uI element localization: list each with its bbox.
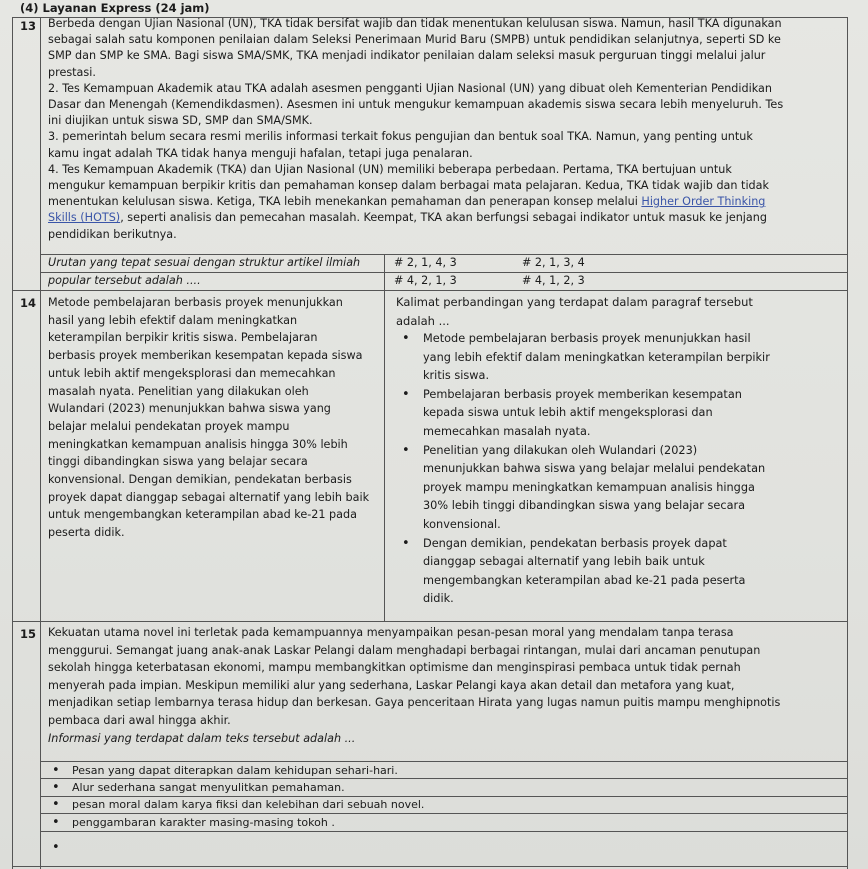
q14-question-line-2: adalah ... <box>396 313 450 328</box>
page-header: (4) Layanan Express (24 jam) <box>20 1 210 15</box>
q15-line: menggurui. Semangat juang anak-anak Laskar Pelangi dalam menghadapi berbagai rintangan, mulai dari ancaman penutupan <box>48 643 761 657</box>
q14-option-c-cont: konvensional. <box>423 517 501 531</box>
q14-line: peserta didik. <box>48 526 125 540</box>
hots-link[interactable]: Higher Order Thinking <box>641 195 766 209</box>
q15-line: pembaca dari awal hingga akhir. <box>48 713 231 727</box>
q13-line: 4. Tes Kemampuan Akademik (TKA) dan Ujian Nasional (UN) memiliki beberapa perbedaan. Pertama, TKA bertujuan untuk <box>48 162 732 176</box>
q14-option-c-cont: menunjukkan bahwa siswa yang belajar melalui pendekatan <box>423 462 766 476</box>
q13-line: 3. pemerintah belum secara resmi merilis informasi terkait fokus pengujian dan bentuk soal TKA. Namun, yang penting untuk <box>48 130 753 144</box>
hots-link-continued[interactable]: Skills (HOTS) <box>48 211 121 225</box>
q14-column-divider <box>384 290 385 621</box>
q14-question-line-1: Kalimat perbandingan yang terdapat dalam paragraf tersebut <box>396 295 753 309</box>
q14-line: untuk lebih aktif mengeksplorasi dan memecahkan <box>48 366 336 380</box>
q13-option-a[interactable]: # 2, 1, 4, 3 <box>394 256 457 269</box>
q14-option-a[interactable]: • Metode pembelajaran berbasis proyek menunjukkan hasil <box>396 330 770 349</box>
q14-line: masalah nyata. Penelitian yang dilakukan oleh <box>48 384 309 398</box>
q14-option-c-cont: proyek mampu meningkatkan kemampuan analisis hingga <box>423 480 755 494</box>
q15-option-d[interactable]: • penggambaran karakter masing-masing tokoh . <box>40 814 424 831</box>
q14-option-c[interactable]: • Penelitian yang dilakukan oleh Wulandari (2023) <box>396 442 770 461</box>
q13-option-c[interactable]: # 4, 2, 1, 3 <box>394 274 457 287</box>
q14-line: tinggi dibandingkan siswa yang belajar secara <box>48 455 308 469</box>
q15-option-b[interactable]: • Alur sederhana sangat menyulitkan pemahaman. <box>40 779 424 796</box>
q15-option-c[interactable]: • pesan moral dalam karya fiksi dan kelebihan dari sebuah novel. <box>40 796 424 813</box>
q14-line: meningkatkan kemampuan analisis hingga 30% lebih <box>48 437 348 451</box>
table-bottom-border <box>12 866 848 867</box>
q14-question <box>396 293 753 330</box>
q13-text: , seperti analisis dan pemecahan masalah. Keempat, TKA akan berfungsi sebagai indikator untuk masuk ke jenjang <box>120 211 767 225</box>
q13-line <box>48 210 783 226</box>
q14-option-d-cont: didik. <box>423 592 454 606</box>
q14-line: berbasis proyek memberikan kesempatan kepada siswa <box>48 349 363 363</box>
q14-line: konvensional. Dengan demikian, pendekatan berbasis <box>48 473 352 487</box>
q13-line: pendidikan berikutnya. <box>48 227 177 241</box>
q13-line: 2. Tes Kemampuan Akademik atau TKA adalah asesmen pengganti Ujian Nasional (UN) yang dibuat oleh Kementerian Pendidikan <box>48 81 772 95</box>
q13-line: SMP dan SMP ke SMA. Bagi siswa SMA/SMK, TKA menjadi indikator penilaian dalam seleksi masuk perguruan tinggi melalui jalur <box>48 49 766 63</box>
q15-line: Kekuatan utama novel ini terletak pada kemampuannya menyampaikan pesan-pesan moral yang mendalam tanpa terasa <box>48 626 734 639</box>
q14-option-d-cont: mengembangkan keterampilan abad ke-21 pada peserta <box>423 573 746 587</box>
q15-line: menjadikan setiap lembarnya terasa hidup dan berkesan. Gaya penceritaan Hirata yang lugas namun puitis mampu menghipnotis <box>48 696 781 710</box>
q13-line: ini diujikan untuk siswa SD, SMP dan SMA/SMK. <box>48 114 313 128</box>
q15-passage <box>48 624 780 747</box>
q14-line: keterampilan berpikir kritis siswa. Pembelajaran <box>48 331 318 345</box>
q14-line: untuk mengembangkan keterampilan abad ke-21 pada <box>48 508 357 522</box>
q13-question-line-2: popular tersebut adalah .... <box>48 274 201 287</box>
q13-bottom-border <box>12 290 848 291</box>
q15-line: sekolah hingga keterbatasan ekonomi, mampu membangkitkan optimisme dan menginspirasi pembaca untuk tidak pernah <box>48 661 741 675</box>
q13-line <box>48 194 783 210</box>
q14-line: belajar melalui pendekatan proyek mampu <box>48 419 290 433</box>
q13-option-divider <box>384 254 385 290</box>
q14-number: 14 <box>20 296 37 310</box>
q13-number: 13 <box>20 19 37 33</box>
q14-option-b-cont: kepada siswa untuk lebih aktif mengeksplorasi dan <box>423 406 713 420</box>
q14-bottom-border <box>12 621 848 622</box>
q14-option-b[interactable]: • Pembelajaran berbasis proyek memberikan kesempatan <box>396 386 770 405</box>
q14-option-d-cont: dianggap sebagai alternatif yang lebih baik untuk <box>423 555 705 569</box>
q14-options <box>396 330 770 609</box>
q14-line: Metode pembelajaran berbasis proyek menunjukkan <box>48 296 343 309</box>
q13-line: prestasi. <box>48 65 96 79</box>
q14-option-b-cont: memecahkan masalah nyata. <box>423 424 591 438</box>
q13-passage <box>48 16 783 243</box>
q13-line: Dasar dan Menengah (Kemendikdasmen). Asesmen ini untuk mengukur kemampuan akademis siswa secara lebih menyeluruh. Tes <box>48 98 784 112</box>
q13-option-d[interactable]: # 4, 1, 2, 3 <box>522 274 585 287</box>
q15-question: Informasi yang terdapat dalam teks tersebut adalah ... <box>48 731 356 745</box>
q15-options <box>40 762 424 839</box>
q15-option-a[interactable]: • Pesan yang dapat diterapkan dalam kehidupan sehari-hari. <box>40 762 424 779</box>
table-right-border <box>847 17 848 869</box>
q13-line: mengukur kemampuan berpikir kritis dan pemahaman konsep dalam berbagai mata pelajaran. Kedua, TKA tidak wajib dan tidak <box>48 179 769 193</box>
q14-line: Wulandari (2023) menunjukkan bahwa siswa yang <box>48 402 331 416</box>
q14-line: proyek dapat dianggap sebagai alternatif yang lebih baik <box>48 490 370 504</box>
number-column-border <box>40 17 41 869</box>
q13-text: menentukan kelulusan siswa. Ketiga, TKA lebih menekankan pemahaman dan penerapan konsep melalui <box>48 195 642 209</box>
q14-option-d[interactable]: • Dengan demikian, pendekatan berbasis proyek dapat <box>396 535 770 554</box>
q13-line: kamu ingat adalah TKA tidak hanya menguji hafalan, tetapi juga penalaran. <box>48 146 473 160</box>
q13-question-line-1: Urutan yang tepat sesuai dengan struktur artikel ilmiah <box>48 256 361 269</box>
q14-option-a-cont: yang lebih efektif dalam meningkatkan keterampilan berpikir <box>423 350 770 364</box>
q13-option-b[interactable]: # 2, 1, 3, 4 <box>522 256 585 269</box>
q14-option-c-cont: 30% lebih tinggi dibandingkan siswa yang belajar secara <box>423 499 746 513</box>
q14-option-a-cont: kritis siswa. <box>423 369 490 383</box>
q15-number: 15 <box>20 627 37 641</box>
q13-line: Berbeda dengan Ujian Nasional (UN), TKA tidak bersifat wajib dan tidak menentukan kelulusan siswa. Namun, hasil TKA digunakan <box>48 17 782 30</box>
q14-line: hasil yang lebih efektif dalam meningkatkan <box>48 313 298 327</box>
q14-passage <box>48 294 369 542</box>
table-left-border <box>12 17 13 869</box>
q13-line: sebagai salah satu komponen penilaian dalam Seleksi Penerimaan Murid Baru (SMPB) untuk pendidikan selanjutnya, seperti SD ke <box>48 33 781 47</box>
q15-line: menyerah pada impian. Meskipun memiliki alur yang sederhana, Laskar Pelangi kaya akan detail dan metafora yang kuat, <box>48 678 735 692</box>
